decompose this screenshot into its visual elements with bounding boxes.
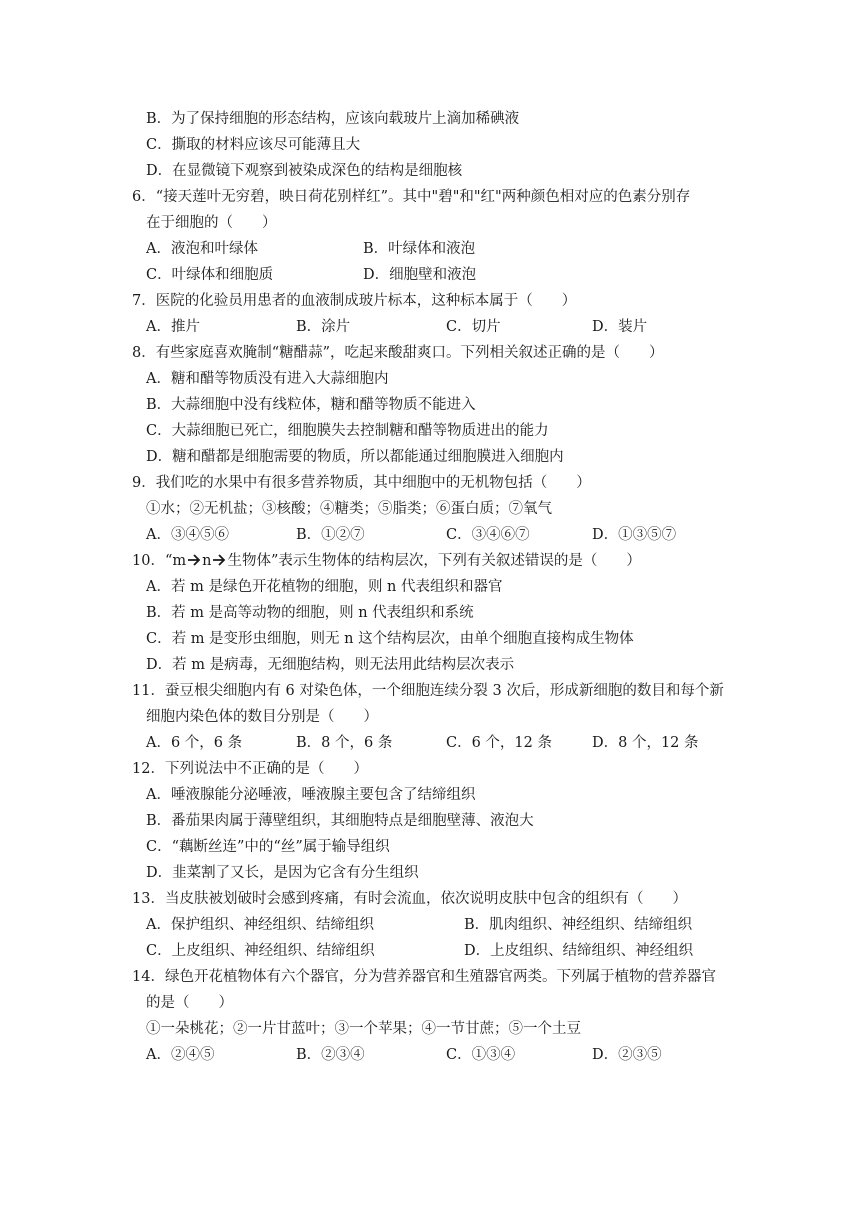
q8-option-a: A．糖和醋等物质没有进入大蒜细胞内 — [146, 371, 389, 387]
q12-option-b: B．番茄果肉属于薄壁组织，其细胞特点是细胞壁薄、液泡大 — [146, 813, 534, 829]
q7-option-d: D．装片 — [592, 319, 648, 335]
q13-option-d: D．上皮组织、结缔组织、神经组织 — [464, 943, 694, 959]
q9-option-a: A．③④⑤⑥ — [146, 527, 229, 543]
q6-option-c: C．叶绿体和细胞质 — [146, 267, 274, 283]
q11-option-a: A．6 个，6 条 — [146, 735, 243, 751]
q13-option-c: C．上皮组织、神经组织、结缔组织 — [146, 943, 375, 959]
q10-stem-mid: n — [202, 553, 212, 569]
q10-stem — [132, 551, 641, 571]
q9-option-d: D．①③⑤⑦ — [592, 527, 677, 543]
q11-option-d: D．8 个，12 条 — [592, 735, 699, 751]
q10-option-b: B．若 m 是高等动物的细胞，则 n 代表组织和系统 — [146, 605, 474, 621]
arrow-right-icon — [187, 554, 201, 566]
q12-stem: 12．下列说法中不正确的是（ ） — [132, 761, 368, 777]
q10-option-c: C．若 m 是变形虫细胞，则无 n 这个结构层次，由单个细胞直接构成生物体 — [146, 631, 634, 647]
q12-option-a: A．唾液腺能分泌唾液，唾液腺主要包含了结缔组织 — [146, 787, 476, 803]
q11-stem-line2: 细胞内染色体的数目分别是（ ） — [146, 709, 378, 725]
q13-option-a: A．保护组织、神经组织、结缔组织 — [146, 917, 374, 933]
q5-option-d: D．在显微镜下观察到被染成深色的结构是细胞核 — [146, 163, 463, 179]
q10-option-a: A．若 m 是绿色开花植物的细胞，则 n 代表组织和器官 — [146, 579, 503, 595]
q11-stem-line1: 11．蚕豆根尖细胞内有 6 对染色体，一个细胞连续分裂 3 次后，形成新细胞的数目和每个新 — [132, 683, 724, 699]
q6-stem-line2: 在于细胞的（ ） — [146, 215, 277, 231]
q7-option-c: C．切片 — [446, 319, 501, 335]
q13-option-b: B．肌肉组织、神经组织、结缔组织 — [464, 917, 693, 933]
q9-stem: 9．我们吃的水果中有很多营养物质，其中细胞中的无机物包括（ ） — [132, 475, 591, 491]
q6-option-a: A．液泡和叶绿体 — [146, 241, 258, 257]
q7-stem: 7．医院的化验员用患者的血液制成玻片标本，这种标本属于（ ） — [132, 293, 577, 309]
q14-stem-line1: 14．绿色开花植物体有六个器官，分为营养器官和生殖器官两类。下列属于植物的营养器官 — [132, 969, 716, 985]
q10-stem-end: 生物体”表示生物体的结构层次，下列有关叙述错误的是（ ） — [227, 553, 641, 569]
q6-stem-line1: 6．“接天莲叶无穷碧，映日荷花别样红”。其中"碧"和"红"两种颜色相对应的色素分别存 — [132, 189, 691, 205]
q7-option-a: A．推片 — [146, 319, 200, 335]
q7-option-b: B．涂片 — [296, 319, 351, 335]
q14-option-a: A．②④⑤ — [146, 1047, 215, 1063]
q11-option-c: C．6 个，12 条 — [446, 735, 552, 751]
q5-option-b: B．为了保持细胞的形态结构，应该向载玻片上滴加稀碘液 — [146, 111, 520, 127]
q14-stem-line2: 的是（ ） — [146, 995, 233, 1011]
q13-stem: 13．当皮肤被划破时会感到疼痛，有时会流血，依次说明皮肤中包含的组织有（ ） — [132, 891, 687, 907]
q9-item-list: ①水；②无机盐；③核酸；④糖类；⑤脂类；⑥蛋白质；⑦氧气 — [146, 501, 552, 517]
q8-option-c: C．大蒜细胞已死亡，细胞膜失去控制糖和醋等物质进出的能力 — [146, 423, 549, 439]
q9-option-b: B．①②⑦ — [296, 527, 365, 543]
q8-option-b: B．大蒜细胞中没有线粒体，糖和醋等物质不能进入 — [146, 397, 476, 413]
q6-option-b: B．叶绿体和液泡 — [363, 241, 476, 257]
q12-option-c: C．“藕断丝连”中的“丝”属于输导组织 — [146, 839, 390, 855]
q14-option-d: D．②③⑤ — [592, 1047, 662, 1063]
q11-option-b: B．8 个，6 条 — [296, 735, 393, 751]
q6-option-d: D．细胞壁和液泡 — [363, 267, 477, 283]
q14-option-c: C．①③④ — [446, 1047, 516, 1063]
q14-item-list: ①一朵桃花；②一片甘蓝叶；③一个苹果；④一节甘蔗；⑤一个土豆 — [146, 1021, 581, 1037]
arrow-right-icon — [212, 554, 226, 566]
q9-option-c: C．③④⑥⑦ — [446, 527, 530, 543]
q10-stem-start: 10．“m — [132, 553, 187, 569]
q8-stem: 8．有些家庭喜欢腌制“糖醋蒜”，吃起来酸甜爽口。下列相关叙述正确的是（ ） — [132, 345, 664, 361]
q8-option-d: D．糖和醋都是细胞需要的物质，所以都能通过细胞膜进入细胞内 — [146, 449, 564, 465]
q14-option-b: B．②③④ — [296, 1047, 365, 1063]
q10-option-d: D．若 m 是病毒，无细胞结构，则无法用此结构层次表示 — [146, 657, 515, 673]
q12-option-d: D．韭菜割了又长，是因为它含有分生组织 — [146, 865, 419, 881]
q5-option-c: C．撕取的材料应该尽可能薄且大 — [146, 137, 361, 153]
